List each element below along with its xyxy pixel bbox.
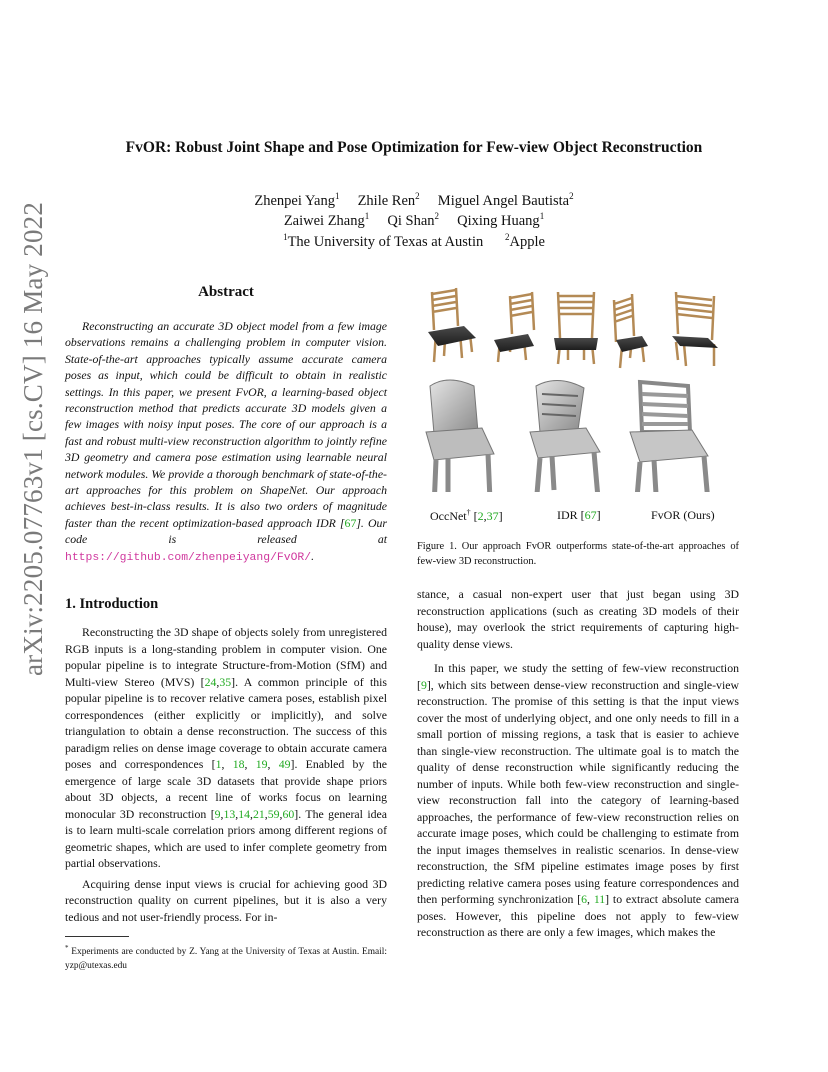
fvor-reconstruction [630,382,708,492]
section-heading-introduction: 1. Introduction [65,596,159,612]
author-name: Zhile Ren [357,192,416,209]
citation-link[interactable]: 9 [420,677,427,692]
paragraph: stance, a casual non-expert user that just began using 3D reconstruction applications (such as creating 3D models of their house), may overlook the strict requirements of capturing high-quality dense views. [417,587,739,651]
input-view-chair-2 [498,292,534,362]
paragraph: Reconstructing the 3D shape of objects solely from unregistered RGB inputs is a long-standing problem in computer vision. One popular pipeline is to integrate Structure-from-Motion (SfM) and Multi-view Stereo (MVS) [24,35]. A common principle of this popular pipeline is to recover relative camera poses, establish pixel correspondences (either explicitly or implicitly), and solve triangulation to obtain a dense reconstruction. The success of this paradigm relies on dense image coverage to obtain accurate camera poses and correspondences [1, 18, 19, 49]. Enabled by the emergence of large scale 3D datasets that provide shape priors about 3D objects, a recent line of works focus on learning monocular 3D reconstruction [9,13,14,21,59,60]. The general idea is to learn multi-scale correlation priors among different regions of geometric shapes, which are used to infer complete geometry from partial observations. [65,625,388,870]
paper-title: FvOR: Robust Joint Shape and Pose Optimization for Few-view Object Reconstruction [125,139,703,156]
citation-link[interactable]: 1 [215,757,222,771]
citation-link[interactable]: 21 [252,806,265,821]
figure-1-image [418,282,740,492]
occnet-reconstruction [426,380,494,492]
citation-link[interactable]: 24 [204,674,217,689]
affiliation-ut-austin: The University of Texas at Austin [287,233,484,250]
footnote: * Experiments are conducted by Z. Yang at the University of Texas at Austin. Email: yzp@utexas.edu [65,944,387,972]
paragraph: Acquiring dense input views is crucial for achieving good 3D reconstruction quality on current pipelines, but it is also a very tedious and not user-friendly process. For in- [65,876,387,924]
author-line-2: Zaiwei Zhang$^1$ Qi Shan$^2$ Qixing Huang$^1$ [283,211,545,229]
citation-link[interactable]: 35 [219,674,232,689]
author-name: Zhenpei Yang [254,192,335,209]
arxiv-identifier: arXiv:2205.07763v1 [cs.CV] 16 May 2022 [18,201,48,676]
citation-link[interactable]: 18 [232,757,245,771]
introduction-left-column [65,624,387,925]
abstract-body: Reconstructing an accurate 3D object model from a few image observations remains a challenging problem in computer vision. State-of-the-art approaches typically assume accurate camera poses as input, which could be difficult to obtain in realistic settings. In this paper, we present FvOR, a learning-based object reconstruction method that predicts accurate 3D models given a few images with noisy input poses. The core of our approach is a fast and robust multi-view reconstruction algorithm to jointly refine 3D geometry and camera pose estimation using learnable neural network modules. We provide a thorough benchmark of state-of-the-art approaches for this problem on ShapeNet. Our approach achieves best-in-class results. It is also two orders of magnitude faster than the recent optimization-based approach IDR [67]. Our code is released at https://github.com/zhenpeiyang/FvOR/. [65,319,388,564]
citation-link[interactable]: 6 [581,892,588,906]
citation-link[interactable]: 67 [584,508,597,522]
author-name: Qi Shan [387,212,435,229]
citation-link[interactable]: 59 [267,806,280,821]
author-name: Miguel Angel Bautista [437,192,570,209]
author-line-1: Zhenpei Yang$^1$ Zhile Ren$^2$ Miguel Angel Bautista$^2$ [254,191,574,209]
github-link[interactable]: https://github.com/zhenpeiyang/FvOR/ [65,551,312,564]
citation-link[interactable]: 60 [282,806,295,821]
paragraph: In this paper, we study the setting of few-view reconstruction [9], which sits between dense-view reconstruction and single-view reconstruction. The promise of this setting is that the input views cover the most of underlying object, and one only needs to fill in a small portion of missing regions, a task that is easier to achieve than single-view reconstruction. The ultimate goal is to match the quality of dense reconstruction while significantly reducing the number of inputs. While both few-view reconstruction and single-view reconstruction fall into the category of learning-based approaches, the performance of few-view reconstruction relies on accurate image poses, which could be challenging to estimate from the input images themselves in realistic scenarios. In dense-view reconstruction, the SfM pipeline estimates image poses by first predicting relative camera poses using feature correspondences and then performing synchronization [6, 11] to extract absolute camera poses. However, this pipeline does not apply to few-view reconstruction as there are only a few images, which makes the [417,661,740,939]
citation-link[interactable]: 14 [238,806,251,821]
citation-link[interactable]: 67 [344,515,357,530]
footnote-rule [65,936,129,937]
label-occnet: OccNet† [2,37] [430,508,503,523]
introduction-right-column [417,586,739,941]
input-view-chair-1 [432,288,472,362]
abstract-heading: Abstract [198,284,254,300]
idr-reconstruction [530,380,600,492]
input-view-chair-5 [676,292,714,366]
figure-caption: Figure 1. Our approach FvOR outperforms state-of-the-art approaches of few-view 3D reconstruction. [417,541,739,567]
input-view-chair-3 [558,292,594,364]
affiliations: $^1$The University of Texas at Austin $^2$Apple [283,232,545,250]
citation-link[interactable]: 13 [223,806,236,821]
citation-link[interactable]: 2 [477,509,484,523]
label-fvor: FvOR (Ours) [651,508,715,522]
citation-link[interactable]: 37 [486,509,499,523]
citation-link[interactable]: 11 [593,892,606,906]
citation-link[interactable]: 9 [214,806,221,821]
input-view-chair-4 [614,294,644,368]
citation-link[interactable]: 19 [255,757,268,771]
citation-link[interactable]: 49 [278,757,291,771]
affiliation-apple: Apple [509,233,545,250]
author-name: Qixing Huang [457,212,540,229]
label-idr: IDR [67] [557,508,601,522]
author-name: Zaiwei Zhang [283,212,365,229]
